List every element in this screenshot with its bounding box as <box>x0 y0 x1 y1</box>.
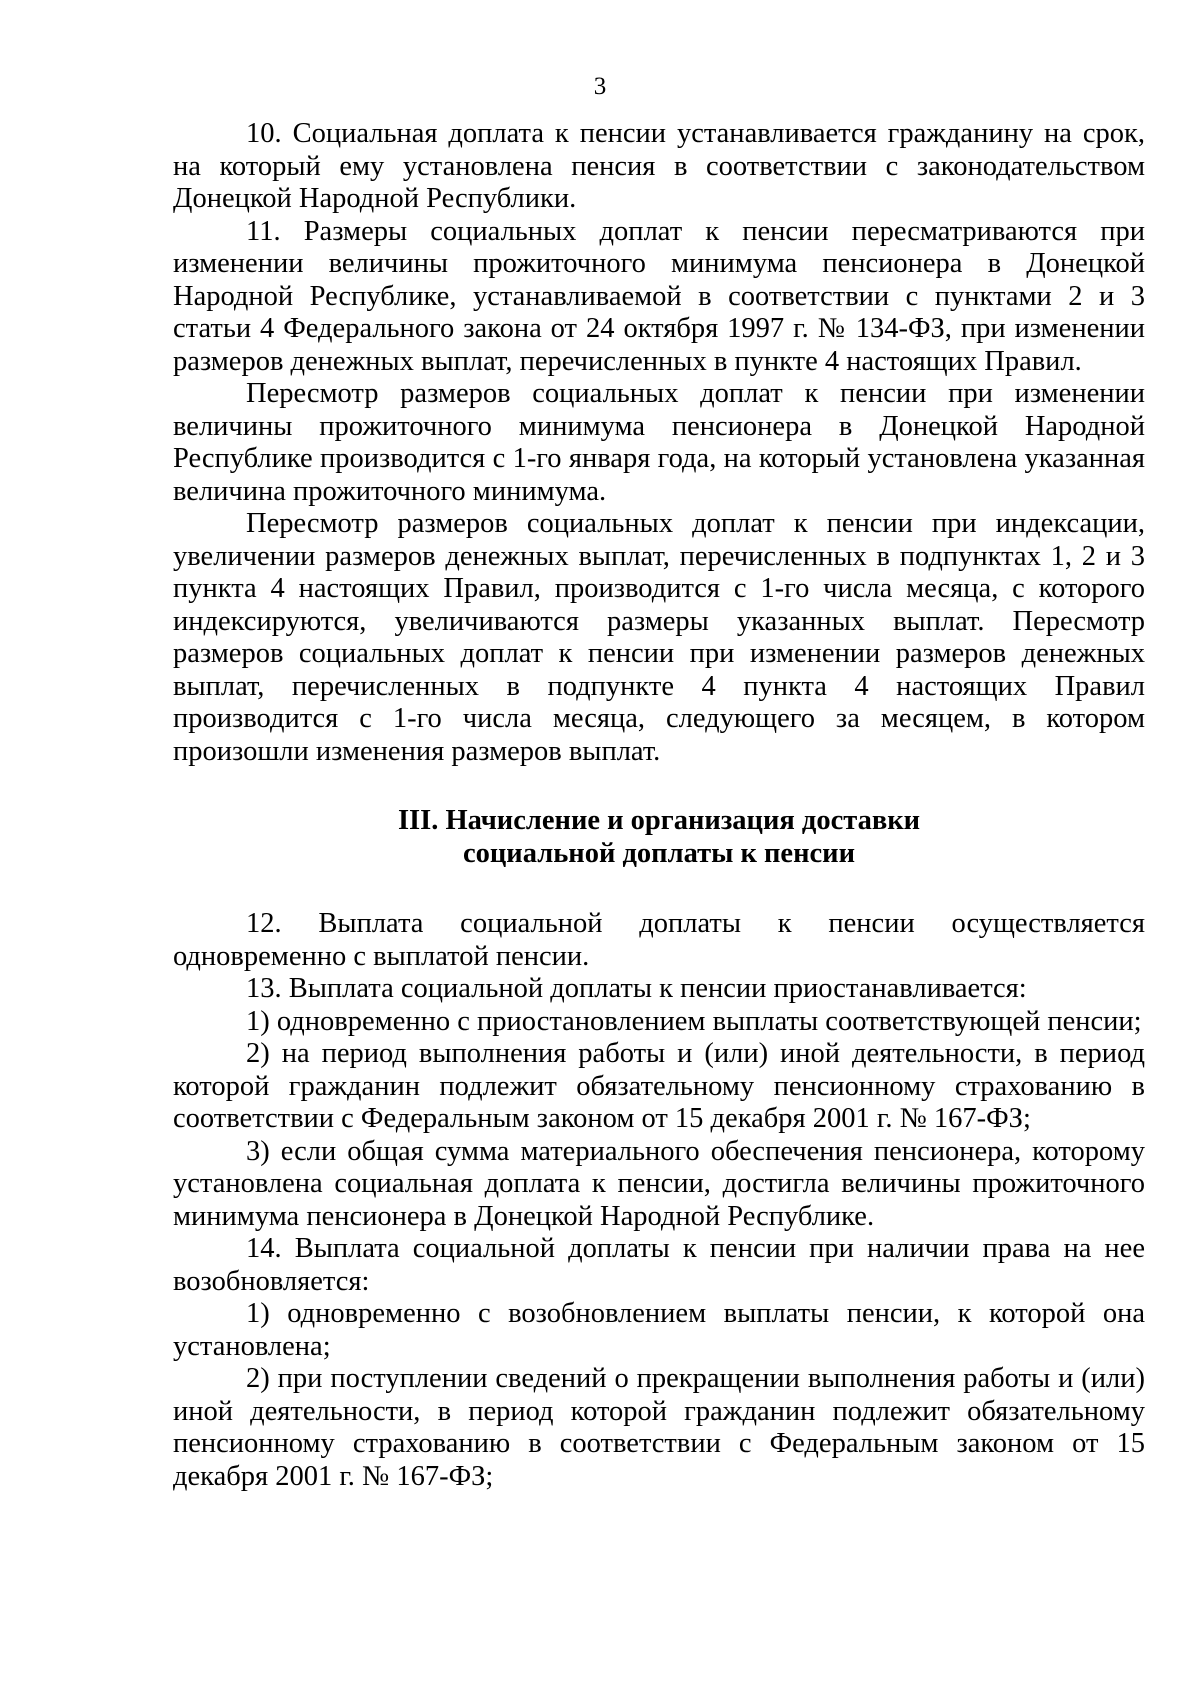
paragraph-10: 10. Социальная доплата к пенсии устанавливается гражданину на срок, на который ему установлена пенсия в соответствии с законодательством Донецкой Народной Республики. <box>173 118 1145 214</box>
document-body <box>173 118 1145 1493</box>
paragraph-13-item-3: 3) если общая сумма материального обеспечения пенсионера, которому установлена социальная доплата к пенсии, достигла величины прожиточного минимума пенсионера в Донецкой Народной Республике. <box>173 1135 1145 1232</box>
paragraph-13-item-1: 1) одновременно с приостановлением выплаты соответствующей пенсии; <box>246 1005 1142 1037</box>
paragraph-14-item-1: 1) одновременно с возобновлением выплаты пенсии, к которой она установлена; <box>173 1298 1145 1362</box>
paragraph-11: 11. Размеры социальных доплат к пенсии пересматриваются при изменении величины прожиточного минимума пенсионера в Донецкой Народной Республике, устанавливаемой в соответствии с пунктами 2 и 3 статьи 4 Федерального закона от 24 октября 1997 г. № 134-ФЗ, при изменении размеров денежных выплат, перечисленных в пункте 4 настоящих Правил. <box>173 215 1145 377</box>
paragraph-11-revision-indexation: Пересмотр размеров социальных доплат к пенсии при индексации, увеличении размеров денежных выплат, перечисленных в подпунктах 1, 2 и 3 пункта 4 настоящих Правил, производится с 1-го числа месяца, с которого индексируются, увеличиваются размеры указанных выплат. Пересмотр размеров социальных доплат к пенсии при изменении размеров денежных выплат, перечисленных в подпункте 4 пункта 4 настоящих Правил производится с 1-го числа месяца, следующего за месяцем, в котором произошли изменения размеров выплат. <box>173 508 1145 767</box>
paragraph-14-item-2: 2) при поступлении сведений о прекращении выполнения работы и (или) иной деятельности, в период которой гражданин подлежит обязательному пенсионному страхованию в соответствии с Федеральным законом от 15 декабря 2001 г. № 167-ФЗ; <box>173 1363 1145 1492</box>
paragraph-14: 14. Выплата социальной доплаты к пенсии при наличии права на нее возобновляется: <box>173 1233 1145 1297</box>
section-heading <box>173 805 1145 870</box>
paragraph-13: 13. Выплата социальной доплаты к пенсии приостанавливается: <box>246 973 1027 1004</box>
section-heading-line-1: III. Начисление и организация доставки <box>397 805 921 836</box>
paragraph-11-revision-minimum: Пересмотр размеров социальных доплат к пенсии при изменении величины прожиточного минимума пенсионера в Донецкой Народной Республике производится с 1-го января года, на который установлена указанная величина прожиточного минимума. <box>173 378 1145 507</box>
paragraph-13-item-2: 2) на период выполнения работы и (или) иной деятельности, в период которой гражданин подлежит обязательному пенсионному страхованию в соответствии с Федеральным законом от 15 декабря 2001 г. № 167-ФЗ; <box>173 1038 1145 1134</box>
page-number: 3 <box>593 73 607 100</box>
section-heading-line-2: социальной доплаты к пенсии <box>462 837 855 869</box>
paragraph-12: 12. Выплата социальной доплаты к пенсии осуществляется одновременно с выплатой пенсии. <box>173 908 1145 972</box>
